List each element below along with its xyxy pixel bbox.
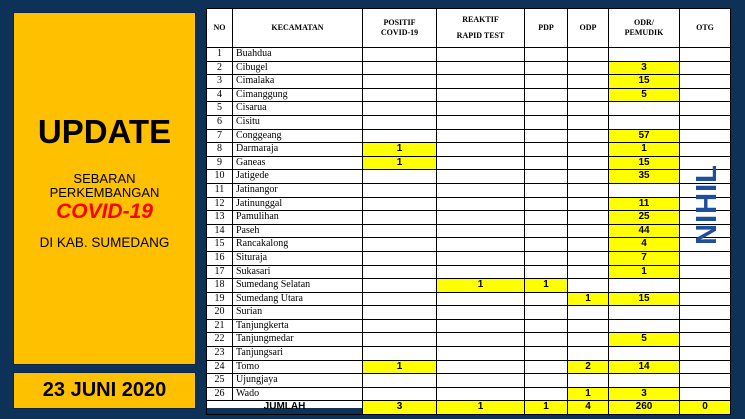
cell-odp bbox=[568, 102, 609, 116]
cell-odr bbox=[609, 347, 680, 361]
cell-odr: 15 bbox=[609, 292, 680, 306]
table-row bbox=[207, 333, 731, 347]
cell-pdp bbox=[525, 183, 568, 197]
cell-odr: 14 bbox=[609, 360, 680, 374]
kecamatan-name: Darmaraja bbox=[233, 143, 363, 157]
row-number: 24 bbox=[207, 360, 233, 374]
cell-pdp bbox=[525, 319, 568, 333]
otg-nihil-note: NIHIL bbox=[690, 163, 723, 245]
cell-pdp bbox=[525, 211, 568, 225]
cell-odp bbox=[568, 88, 609, 102]
cell-otg bbox=[680, 156, 731, 170]
covid-data-table bbox=[206, 8, 731, 415]
subtitle-line-1: SEBARAN bbox=[73, 171, 136, 186]
total-odp: 4 bbox=[568, 401, 609, 415]
cell-odp bbox=[568, 129, 609, 143]
cell-otg bbox=[680, 170, 731, 184]
row-number: 25 bbox=[207, 374, 233, 388]
cell-otg bbox=[680, 306, 731, 320]
cell-reaktif bbox=[437, 319, 525, 333]
kecamatan-name: Jatinunggal bbox=[233, 197, 363, 211]
kecamatan-name: Ujungjaya bbox=[233, 374, 363, 388]
cell-positif bbox=[363, 333, 437, 347]
cell-odp bbox=[568, 211, 609, 225]
cell-pdp: 1 bbox=[525, 279, 568, 293]
kecamatan-name: Paseh bbox=[233, 224, 363, 238]
header-pdp: PDP bbox=[525, 9, 568, 48]
table-row bbox=[207, 374, 731, 388]
cell-pdp bbox=[525, 129, 568, 143]
total-otg: 0 bbox=[680, 401, 731, 415]
cell-odp bbox=[568, 251, 609, 265]
cell-reaktif bbox=[437, 292, 525, 306]
cell-otg bbox=[680, 61, 731, 75]
row-number: 17 bbox=[207, 265, 233, 279]
cell-reaktif bbox=[437, 61, 525, 75]
cell-odr bbox=[609, 102, 680, 116]
cell-odp bbox=[568, 347, 609, 361]
cell-reaktif bbox=[437, 170, 525, 184]
kecamatan-name: Tanjungsari bbox=[233, 347, 363, 361]
cell-pdp bbox=[525, 61, 568, 75]
cell-pdp bbox=[525, 115, 568, 129]
cell-odr bbox=[609, 115, 680, 129]
cell-positif: 1 bbox=[363, 156, 437, 170]
cell-otg bbox=[680, 251, 731, 265]
cell-positif bbox=[363, 319, 437, 333]
cell-reaktif bbox=[437, 360, 525, 374]
cell-reaktif bbox=[437, 224, 525, 238]
cell-odp bbox=[568, 143, 609, 157]
kecamatan-name: Ganeas bbox=[233, 156, 363, 170]
subtitle-line-2: PERKEMBANGAN bbox=[49, 185, 160, 200]
cell-otg bbox=[680, 88, 731, 102]
table-row bbox=[207, 211, 731, 225]
cell-odr: 5 bbox=[609, 88, 680, 102]
cell-positif bbox=[363, 88, 437, 102]
update-date: 23 JUNI 2020 bbox=[42, 379, 167, 401]
cell-reaktif bbox=[437, 238, 525, 252]
header-no: NO bbox=[207, 9, 233, 48]
kecamatan-name: Cibugel bbox=[233, 61, 363, 75]
covid-label: COVID-19 bbox=[56, 200, 153, 223]
cell-pdp bbox=[525, 143, 568, 157]
cell-odr: 1 bbox=[609, 265, 680, 279]
row-number: 4 bbox=[207, 88, 233, 102]
cell-reaktif bbox=[437, 387, 525, 401]
row-number: 10 bbox=[207, 170, 233, 184]
cell-otg bbox=[680, 374, 731, 388]
kecamatan-name: Cisitu bbox=[233, 115, 363, 129]
row-number: 15 bbox=[207, 238, 233, 252]
cell-odp: 2 bbox=[568, 360, 609, 374]
cell-positif bbox=[363, 251, 437, 265]
cell-positif bbox=[363, 306, 437, 320]
cell-odr bbox=[609, 319, 680, 333]
header-reaktif: REAKTIF RAPID TEST bbox=[437, 9, 525, 48]
cell-odp bbox=[568, 115, 609, 129]
row-number: 9 bbox=[207, 156, 233, 170]
cell-odr: 7 bbox=[609, 251, 680, 265]
row-number: 23 bbox=[207, 347, 233, 361]
cell-pdp bbox=[525, 360, 568, 374]
cell-odr: 15 bbox=[609, 75, 680, 89]
cell-odr: 15 bbox=[609, 156, 680, 170]
cell-pdp bbox=[525, 156, 568, 170]
table-row bbox=[207, 387, 731, 401]
cell-pdp bbox=[525, 224, 568, 238]
table-row bbox=[207, 224, 731, 238]
cell-pdp bbox=[525, 238, 568, 252]
cell-odp bbox=[568, 156, 609, 170]
cell-odr: 44 bbox=[609, 224, 680, 238]
kecamatan-name: Jatinangor bbox=[233, 183, 363, 197]
kecamatan-name: Rancakalong bbox=[233, 238, 363, 252]
table-row bbox=[207, 88, 731, 102]
kecamatan-name: Tanjungmedar bbox=[233, 333, 363, 347]
total-row bbox=[207, 401, 731, 415]
cell-reaktif bbox=[437, 143, 525, 157]
cell-odr: 3 bbox=[609, 61, 680, 75]
cell-odp bbox=[568, 75, 609, 89]
cell-reaktif bbox=[437, 129, 525, 143]
row-number: 5 bbox=[207, 102, 233, 116]
cell-reaktif bbox=[437, 183, 525, 197]
header-odp: ODP bbox=[568, 9, 609, 48]
cell-positif: 1 bbox=[363, 360, 437, 374]
cell-otg bbox=[680, 319, 731, 333]
table-row bbox=[207, 319, 731, 333]
cell-pdp bbox=[525, 88, 568, 102]
cell-reaktif bbox=[437, 115, 525, 129]
kecamatan-name: Surian bbox=[233, 306, 363, 320]
total-reaktif: 1 bbox=[437, 401, 525, 415]
row-number: 19 bbox=[207, 292, 233, 306]
cell-positif bbox=[363, 292, 437, 306]
row-number: 7 bbox=[207, 129, 233, 143]
cell-odr: 57 bbox=[609, 129, 680, 143]
cell-positif bbox=[363, 61, 437, 75]
cell-positif bbox=[363, 115, 437, 129]
cell-otg bbox=[680, 143, 731, 157]
cell-reaktif bbox=[437, 88, 525, 102]
cell-pdp bbox=[525, 347, 568, 361]
header-otg: OTG bbox=[680, 9, 731, 48]
cell-odp bbox=[568, 333, 609, 347]
cell-pdp bbox=[525, 306, 568, 320]
kecamatan-name: Conggeang bbox=[233, 129, 363, 143]
table-row bbox=[207, 102, 731, 116]
cell-reaktif bbox=[437, 265, 525, 279]
cell-odr bbox=[609, 306, 680, 320]
table-body bbox=[207, 48, 731, 401]
cell-pdp bbox=[525, 292, 568, 306]
cell-positif bbox=[363, 211, 437, 225]
cell-positif: 1 bbox=[363, 143, 437, 157]
kecamatan-name: Sukasari bbox=[233, 265, 363, 279]
kecamatan-name: Cimalaka bbox=[233, 75, 363, 89]
cell-otg bbox=[680, 347, 731, 361]
cell-odp bbox=[568, 183, 609, 197]
cell-positif bbox=[363, 129, 437, 143]
date-panel bbox=[13, 372, 196, 409]
cell-otg bbox=[680, 360, 731, 374]
cell-odr bbox=[609, 183, 680, 197]
cell-pdp bbox=[525, 374, 568, 388]
cell-positif bbox=[363, 387, 437, 401]
kecamatan-name: Tomo bbox=[233, 360, 363, 374]
kecamatan-name: Tanjungkerta bbox=[233, 319, 363, 333]
table-header-row bbox=[207, 9, 731, 48]
cell-odp bbox=[568, 279, 609, 293]
cell-reaktif bbox=[437, 197, 525, 211]
kecamatan-name: Buahdua bbox=[233, 48, 363, 62]
kecamatan-name: Situraja bbox=[233, 251, 363, 265]
cell-odr: 11 bbox=[609, 197, 680, 211]
table-row bbox=[207, 143, 731, 157]
row-number: 6 bbox=[207, 115, 233, 129]
cell-otg bbox=[680, 238, 731, 252]
region-label: DI KAB. SUMEDANG bbox=[39, 235, 170, 250]
cell-positif bbox=[363, 102, 437, 116]
total-pdp: 1 bbox=[525, 401, 568, 415]
table-row bbox=[207, 279, 731, 293]
cell-positif bbox=[363, 238, 437, 252]
row-number: 13 bbox=[207, 211, 233, 225]
cell-otg bbox=[680, 333, 731, 347]
cell-otg bbox=[680, 265, 731, 279]
cell-odp bbox=[568, 170, 609, 184]
cell-pdp bbox=[525, 75, 568, 89]
row-number: 12 bbox=[207, 197, 233, 211]
table-row bbox=[207, 238, 731, 252]
cell-otg bbox=[680, 211, 731, 225]
cell-odr bbox=[609, 48, 680, 62]
cell-pdp bbox=[525, 265, 568, 279]
kecamatan-name: Sumedang Selatan bbox=[233, 279, 363, 293]
table-row bbox=[207, 75, 731, 89]
header-odr: ODR/ PEMUDIK bbox=[609, 9, 680, 48]
cell-positif bbox=[363, 347, 437, 361]
row-number: 18 bbox=[207, 279, 233, 293]
row-number: 1 bbox=[207, 48, 233, 62]
cell-pdp bbox=[525, 387, 568, 401]
cell-otg bbox=[680, 292, 731, 306]
row-number: 20 bbox=[207, 306, 233, 320]
row-number: 26 bbox=[207, 387, 233, 401]
cell-odp bbox=[568, 48, 609, 62]
cell-odr: 3 bbox=[609, 387, 680, 401]
cell-odp bbox=[568, 306, 609, 320]
cell-reaktif bbox=[437, 374, 525, 388]
cell-positif bbox=[363, 170, 437, 184]
cell-reaktif bbox=[437, 347, 525, 361]
total-positif: 3 bbox=[363, 401, 437, 415]
cell-odp bbox=[568, 319, 609, 333]
kecamatan-name: Sumedang Utara bbox=[233, 292, 363, 306]
header-kecamatan: KECAMATAN bbox=[233, 9, 363, 48]
kecamatan-name: Pamulihan bbox=[233, 211, 363, 225]
cell-positif bbox=[363, 48, 437, 62]
table-row bbox=[207, 115, 731, 129]
cell-odr: 35 bbox=[609, 170, 680, 184]
cell-reaktif bbox=[437, 102, 525, 116]
cell-otg bbox=[680, 75, 731, 89]
cell-reaktif bbox=[437, 48, 525, 62]
cell-odp: 1 bbox=[568, 292, 609, 306]
cell-pdp bbox=[525, 251, 568, 265]
table-row bbox=[207, 306, 731, 320]
row-number: 11 bbox=[207, 183, 233, 197]
cell-reaktif bbox=[437, 156, 525, 170]
cell-pdp bbox=[525, 197, 568, 211]
cell-reaktif bbox=[437, 333, 525, 347]
cell-positif bbox=[363, 183, 437, 197]
row-number: 3 bbox=[207, 75, 233, 89]
cell-odp bbox=[568, 265, 609, 279]
row-number: 2 bbox=[207, 61, 233, 75]
cell-otg bbox=[680, 102, 731, 116]
table-row bbox=[207, 347, 731, 361]
cell-pdp bbox=[525, 170, 568, 184]
kecamatan-name: Cimanggung bbox=[233, 88, 363, 102]
table-row bbox=[207, 48, 731, 62]
cell-odr bbox=[609, 374, 680, 388]
total-odr: 260 bbox=[609, 401, 680, 415]
title-panel bbox=[13, 12, 196, 365]
cell-odr: 1 bbox=[609, 143, 680, 157]
cell-pdp bbox=[525, 333, 568, 347]
cell-odr: 4 bbox=[609, 238, 680, 252]
cell-otg bbox=[680, 183, 731, 197]
row-number: 14 bbox=[207, 224, 233, 238]
cell-odr: 25 bbox=[609, 211, 680, 225]
table-row bbox=[207, 360, 731, 374]
kecamatan-name: Wado bbox=[233, 387, 363, 401]
table-row bbox=[207, 197, 731, 211]
table-row bbox=[207, 156, 731, 170]
cell-otg bbox=[680, 387, 731, 401]
cell-otg bbox=[680, 115, 731, 129]
table-row bbox=[207, 265, 731, 279]
cell-positif bbox=[363, 75, 437, 89]
cell-odp bbox=[568, 238, 609, 252]
cell-odp bbox=[568, 374, 609, 388]
table-row bbox=[207, 251, 731, 265]
data-table-container bbox=[206, 8, 730, 413]
cell-odr: 5 bbox=[609, 333, 680, 347]
cell-pdp bbox=[525, 102, 568, 116]
cell-otg bbox=[680, 279, 731, 293]
row-number: 21 bbox=[207, 319, 233, 333]
table-row bbox=[207, 129, 731, 143]
cell-odp bbox=[568, 224, 609, 238]
cell-positif bbox=[363, 224, 437, 238]
cell-odp: 1 bbox=[568, 387, 609, 401]
cell-otg bbox=[680, 224, 731, 238]
cell-reaktif bbox=[437, 251, 525, 265]
table-row bbox=[207, 170, 731, 184]
cell-reaktif bbox=[437, 75, 525, 89]
header-positif: POSITIF COVID-19 bbox=[363, 9, 437, 48]
cell-odp bbox=[568, 61, 609, 75]
cell-positif bbox=[363, 279, 437, 293]
cell-positif bbox=[363, 374, 437, 388]
total-label: JUMLAH bbox=[207, 401, 363, 415]
cell-odr bbox=[609, 279, 680, 293]
row-number: 8 bbox=[207, 143, 233, 157]
kecamatan-name: Cisarua bbox=[233, 102, 363, 116]
cell-odp bbox=[568, 197, 609, 211]
kecamatan-name: Jatigede bbox=[233, 170, 363, 184]
cell-pdp bbox=[525, 48, 568, 62]
table-row bbox=[207, 61, 731, 75]
cell-otg bbox=[680, 197, 731, 211]
update-title: UPDATE bbox=[37, 113, 172, 150]
cell-otg bbox=[680, 48, 731, 62]
cell-reaktif bbox=[437, 211, 525, 225]
row-number: 22 bbox=[207, 333, 233, 347]
cell-reaktif bbox=[437, 306, 525, 320]
row-number: 16 bbox=[207, 251, 233, 265]
cell-reaktif: 1 bbox=[437, 279, 525, 293]
cell-otg bbox=[680, 129, 731, 143]
cell-positif bbox=[363, 265, 437, 279]
table-row bbox=[207, 183, 731, 197]
cell-positif bbox=[363, 197, 437, 211]
table-row bbox=[207, 292, 731, 306]
